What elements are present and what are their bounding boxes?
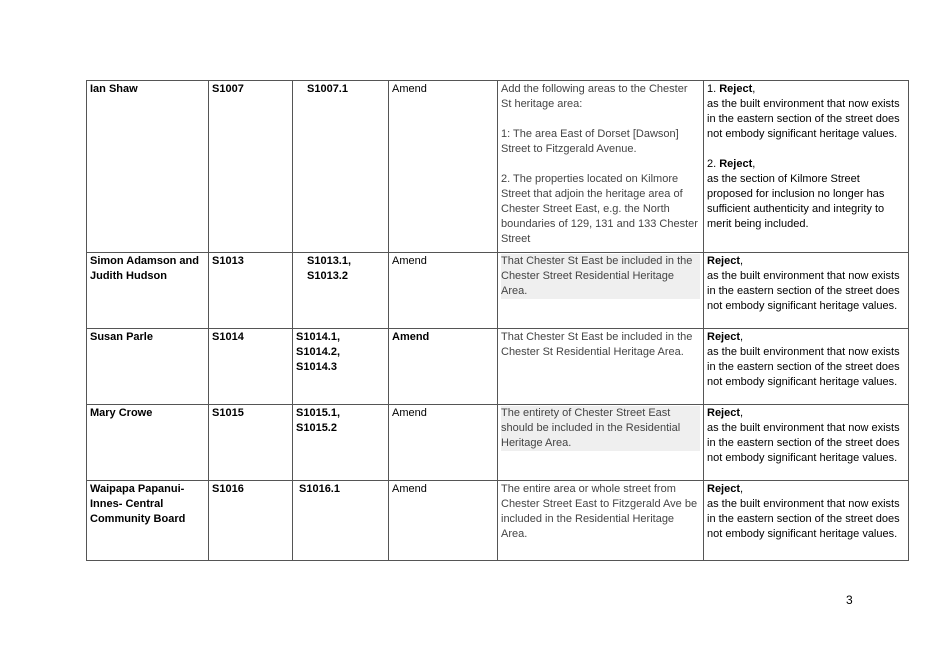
- submission-point: S1014.1,: [296, 331, 341, 343]
- summary-paragraph: That Chester St East be included in the Chester Street Residential Heritage Area.: [501, 254, 700, 299]
- summary-cell: [498, 81, 704, 253]
- summary-cell: [498, 329, 704, 405]
- submission-point: S1007.1: [307, 83, 348, 95]
- decision-label: Reject: [707, 331, 741, 343]
- submission-points-cell: [293, 405, 389, 481]
- summary-cell: [498, 253, 704, 329]
- submission-point: S1014.2,: [296, 346, 341, 358]
- recommendation-heading: 2. Reject,: [707, 158, 756, 170]
- recommendation-heading: Reject,: [707, 483, 744, 495]
- submission-number-cell: S1016: [209, 481, 293, 561]
- submission-point: S1013.1,: [307, 255, 352, 267]
- position-cell: Amend: [389, 253, 498, 329]
- submitter-cell: Mary Crowe: [87, 405, 209, 481]
- recommendation-text: as the built environment that now exists in the eastern section of the street does not embody significant heritage values.: [707, 346, 900, 388]
- submission-points-cell: [293, 253, 389, 329]
- summary-paragraph: 2. The properties located on Kilmore Street that adjoin the heritage area of Chester Street East, e.g. the North boundaries of 129, 131 and 133 Chester Street: [501, 173, 698, 245]
- recommendation-cell: [704, 253, 909, 329]
- decision-label: Reject: [719, 83, 753, 95]
- submitter-cell: Susan Parle: [87, 329, 209, 405]
- decision-label: Reject: [719, 158, 753, 170]
- summary-paragraph: Add the following areas to the Chester St heritage area:: [501, 83, 688, 110]
- summary-paragraph: That Chester St East be included in the Chester St Residential Heritage Area.: [501, 331, 693, 358]
- submission-points-cell: [293, 481, 389, 561]
- recommendation-text: as the built environment that now exists in the eastern section of the street does not embody significant heritage values.: [707, 270, 900, 312]
- submission-point: S1015.1,: [296, 407, 341, 419]
- submission-point: S1014.3: [296, 361, 337, 373]
- submission-number-cell: S1013: [209, 253, 293, 329]
- decision-label: Reject: [707, 255, 741, 267]
- submitter-cell: Ian Shaw: [87, 81, 209, 253]
- recommendation-cell: [704, 81, 909, 253]
- table-row: [87, 329, 909, 405]
- recommendation-cell: [704, 481, 909, 561]
- recommendation-text: as the built environment that now exists in the eastern section of the street does not embody significant heritage values.: [707, 422, 900, 464]
- table-row: [87, 481, 909, 561]
- recommendation-heading: 1. Reject,: [707, 83, 756, 95]
- recommendation-heading: Reject,: [707, 255, 744, 267]
- submissions-table: [86, 80, 909, 561]
- decision-label: Reject: [707, 483, 741, 495]
- position-cell: Amend: [389, 81, 498, 253]
- recommendation-text: as the built environment that now exists in the eastern section of the street does not embody significant heritage values.: [707, 498, 900, 540]
- recommendation-cell: [704, 405, 909, 481]
- position-cell: Amend: [389, 481, 498, 561]
- recommendation-text: as the section of Kilmore Street proposed for inclusion no longer has sufficient authenticity and integrity to merit being included.: [707, 173, 885, 230]
- recommendation-heading: Reject,: [707, 331, 744, 343]
- table-row: [87, 81, 909, 253]
- submission-points-cell: [293, 81, 389, 253]
- submitter-cell: Waipapa Papanui-Innes- Central Community Board: [87, 481, 209, 561]
- decision-label: Reject: [707, 407, 741, 419]
- page-number: 3: [846, 593, 853, 607]
- summary-paragraph: The entirety of Chester Street East should be included in the Residential Heritage Area.: [501, 406, 700, 451]
- submission-number-cell: S1014: [209, 329, 293, 405]
- table-row: [87, 405, 909, 481]
- summary-cell: [498, 481, 704, 561]
- position-cell: Amend: [389, 405, 498, 481]
- submitter-cell: Simon Adamson and Judith Hudson: [87, 253, 209, 329]
- submission-number-cell: S1007: [209, 81, 293, 253]
- recommendation-cell: [704, 329, 909, 405]
- table-row: [87, 253, 909, 329]
- submission-points-cell: [293, 329, 389, 405]
- summary-paragraph: The entire area or whole street from Chester Street East to Fitzgerald Ave be included in the Residential Heritage Area.: [501, 483, 698, 540]
- submission-point: S1016.1: [299, 483, 340, 495]
- summary-paragraph: 1: The area East of Dorset [Dawson] Street to Fitzgerald Avenue.: [501, 128, 679, 155]
- submission-number-cell: S1015: [209, 405, 293, 481]
- recommendation-heading: Reject,: [707, 407, 744, 419]
- recommendation-text: as the built environment that now exists in the eastern section of the street does not embody significant heritage values.: [707, 98, 900, 140]
- position-cell: Amend: [389, 329, 498, 405]
- summary-cell: [498, 405, 704, 481]
- submission-point: S1015.2: [296, 422, 337, 434]
- submission-point: S1013.2: [307, 270, 348, 282]
